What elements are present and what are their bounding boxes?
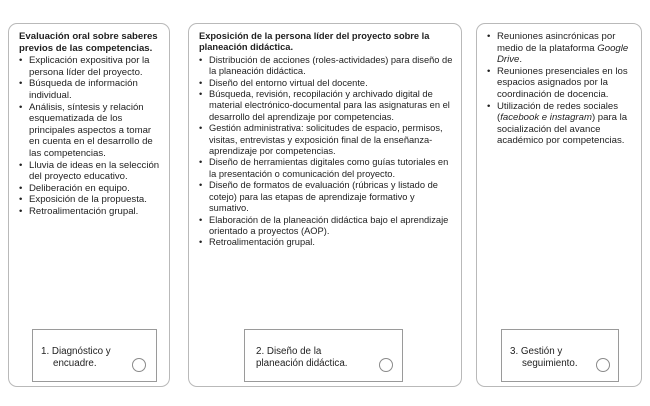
list-item: • Búsqueda de información individual. [19,78,163,101]
stage-label-line: seguimiento. [522,357,578,369]
circle-icon [132,358,146,372]
list-item: • Exposición de la propuesta. [19,194,163,206]
circle-icon [596,358,610,372]
stage-label [510,346,578,370]
panel-content [199,31,455,249]
list-item: • Distribución de acciones (roles-actividades) para diseño de la planeación didáctica. [199,55,455,78]
stage-label [41,346,111,370]
list-item: • Gestión administrativa: solicitudes de espacio, permisos, visitas, entrevistas y exposición final de la enseñanza-aprendizaje por competencias. [199,123,455,157]
stage-box [244,329,403,382]
panel-content [487,31,635,147]
item-text: Reuniones asincrónicas por medio de la plataforma [497,31,616,54]
stage-label-line: 3. Gestión y [510,346,563,357]
item-text: Utilización de redes sociales ( [497,100,619,124]
activity-list [199,55,455,249]
list-item: • Diseño de formatos de evaluación (rúbricas y listado de cotejo) para las etapas de aprendizaje formativo y sumativo. [199,180,455,214]
stage-label-line: planeación didáctica. [256,357,348,369]
list-item: • Diseño del entorno virtual del docente. [199,78,455,89]
stage-box [501,329,619,382]
panel-content [19,31,163,218]
item-text-italic: Google Drive [497,42,629,66]
item-text: . [519,54,523,66]
list-item: • Retroalimentación grupal. [19,206,163,218]
list-item: • Retroalimentación grupal. [199,237,455,248]
circle-icon [379,358,393,372]
panel-heading: Exposición de la persona líder del proyecto sobre la planeación didáctica. [199,31,430,53]
activity-list [19,55,163,217]
stage-box [32,329,157,382]
list-item: • Explicación expositiva por la persona líder del proyecto. [19,55,163,78]
list-item: • Búsqueda, revisión, recopilación y archivado digital de material electrónico-documental para las asignaturas en el desarrollo del aprendizaje por competencias. [199,89,455,123]
list-item: • Lluvia de ideas en la selección del proyecto educativo. [19,160,163,183]
list-item [487,31,635,66]
item-text-italic: facebook e instagram [500,112,592,124]
panel-heading: Evaluación oral sobre saberes previos de las competencias. [19,31,158,54]
list-item: • Reuniones presenciales en los espacios asignados por la coordinación de docencia. [487,66,635,101]
stage-label-line: 1. Diagnóstico y [41,346,111,357]
stage-panel-diagnostico [8,23,170,387]
stage-panel-gestion [476,23,642,387]
stage-panel-diseno [188,23,462,387]
list-item: • Elaboración de la planeación didáctica bajo el aprendizaje orientado a proyectos (AOP). [199,215,455,238]
list-item: • Deliberación en equipo. [19,183,163,195]
list-item [487,101,635,147]
stage-label [253,346,348,370]
stage-label-line: 2. Diseño de la [256,346,322,357]
item-text: ) para la socialización del avance académico por competencias. [497,112,628,147]
activity-list [487,31,635,147]
list-item: • Diseño de herramientas digitales como guías tutoriales en la presentación o comunicación del proyecto. [199,157,455,180]
list-item: • Análisis, síntesis y relación esquematizada de los principales aspectos a tomar en cuenta en el desarrollo de las competencias. [19,102,163,160]
stage-label-line: encuadre. [53,357,97,369]
